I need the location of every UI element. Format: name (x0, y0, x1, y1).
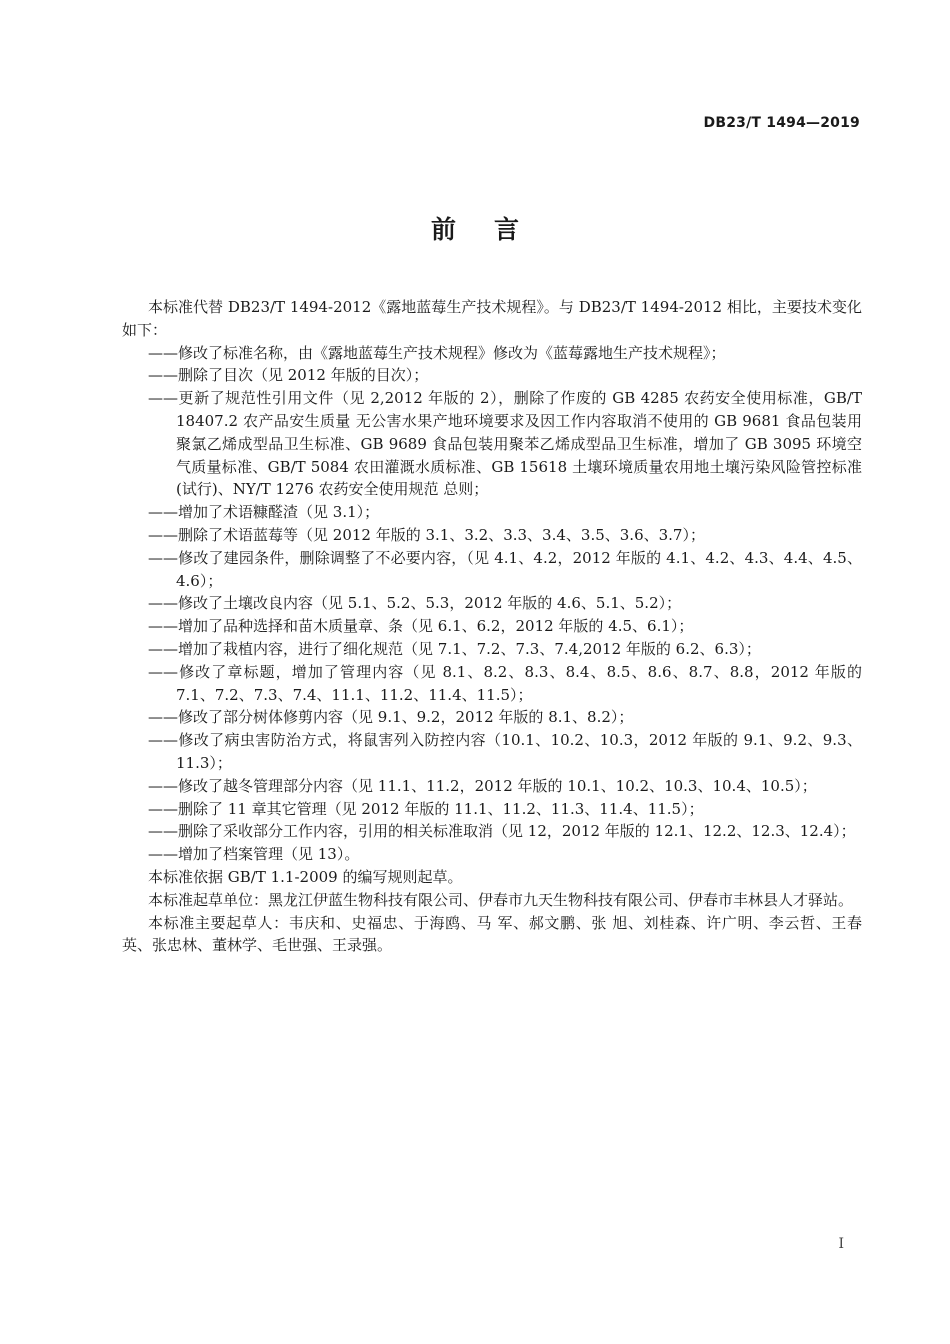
drafting-units-paragraph: 本标准起草单位：黑龙江伊蓝生物科技有限公司、伊春市九天生物科技有限公司、伊春市丰林县人才驿站。 (148, 890, 854, 909)
change-item: ——增加了术语糠醛渣（见 3.1）； (148, 503, 380, 522)
drafters-paragraph: 本标准主要起草人：韦庆和、史福忠、于海鸥、马 军、郝文鹏、张 旭、刘桂森、许广明、李云哲、王春英、张忠林、董林学、毛世强、王录强。 (122, 913, 862, 955)
standard-code: DB23/T 1494—2019 (703, 115, 860, 131)
page-title: 前言 (430, 215, 557, 244)
change-item: ——修改了部分树体修剪内容（见 9.1、9.2，2012 年版的 8.1、8.2）； (148, 708, 634, 727)
change-item: ——修改了越冬管理部分内容（见 11.1、11.2，2012 年版的 10.1、10.2、10.3、10.4、10.5）； (148, 776, 817, 795)
change-item: ——删除了 11 章其它管理（见 2012 年版的 11.1、11.2、11.3、11.4、11.5）； (148, 799, 704, 818)
change-item: ——修改了土壤改良内容（见 5.1、5.2、5.3，2012 年版的 4.6、5.1、5.2）； (148, 594, 682, 613)
page-number: I (838, 1236, 844, 1252)
change-item: ——增加了档案管理（见 13）。 (148, 845, 360, 864)
change-item: ——修改了章标题，增加了管理内容（见 8.1、8.2、8.3、8.4、8.5、8.6、8.7、8.8，2012 年版的 7.1、7.2、7.3、7.4、11.1、11.2、11.4、11.5）； (148, 662, 862, 704)
change-item: ——修改了病虫害防治方式，将鼠害列入防控内容（10.1、10.2、10.3，2012 年版的 9.1、9.2、9.3、11.3）； (148, 731, 862, 772)
foreword-body (122, 296, 862, 957)
change-item: ——更新了规范性引用文件（见 2,2012 年版的 2），删除了作废的 GB 4285 农药安全使用标准，GB/T 18407.2 农产品安生质量 无公害水果产地环境要求及因工作内容取消不使用的 GB 9681 食品包装用聚氯乙烯成型品卫生标准、GB 9689 食品包装用聚苯乙烯成型品卫生标准，增加了 GB 3095 环境空气质量标准、GB/T 5084 农田灌溉水质标准、GB 15618 土壤环境质量农用地土壤污染风险管控标准(试行)、NY/T 1276 农药安全使用规范 总则； (148, 389, 862, 499)
intro-paragraph: 本标准代替 DB23/T 1494-2012《露地蓝莓生产技术规程》。与 DB23/T 1494-2012 相比，主要技术变化如下： (122, 298, 862, 339)
change-item: ——增加了栽植内容，进行了细化规范（见 7.1、7.2、7.3、7.4,2012 年版的 6.2、6.3）； (148, 639, 761, 658)
change-item: ——增加了品种选择和苗木质量章、条（见 6.1、6.2，2012 年版的 4.5、6.1）； (148, 617, 694, 636)
change-item: ——删除了术语蓝莓等（见 2012 年版的 3.1、3.2、3.3、3.4、3.5、3.6、3.7）； (148, 525, 705, 544)
change-item: ——修改了建园条件，删除调整了不必要内容，（见 4.1、4.2，2012 年版的 4.1、4.2、4.3、4.4、4.5、4.6）； (148, 548, 862, 590)
change-item: ——删除了采收部分工作内容，引用的相关标准取消（见 12，2012 年版的 12.1、12.2、12.3、12.4）； (148, 822, 856, 841)
change-item: ——删除了目次（见 2012 年版的目次）； (148, 366, 429, 385)
basis-paragraph: 本标准依据 GB/T 1.1-2009 的编写规则起草。 (148, 867, 463, 886)
changes-list (122, 342, 862, 866)
change-item: ——修改了标准名称，由《露地蓝莓生产技术规程》修改为《蓝莓露地生产技术规程》； (148, 343, 726, 362)
